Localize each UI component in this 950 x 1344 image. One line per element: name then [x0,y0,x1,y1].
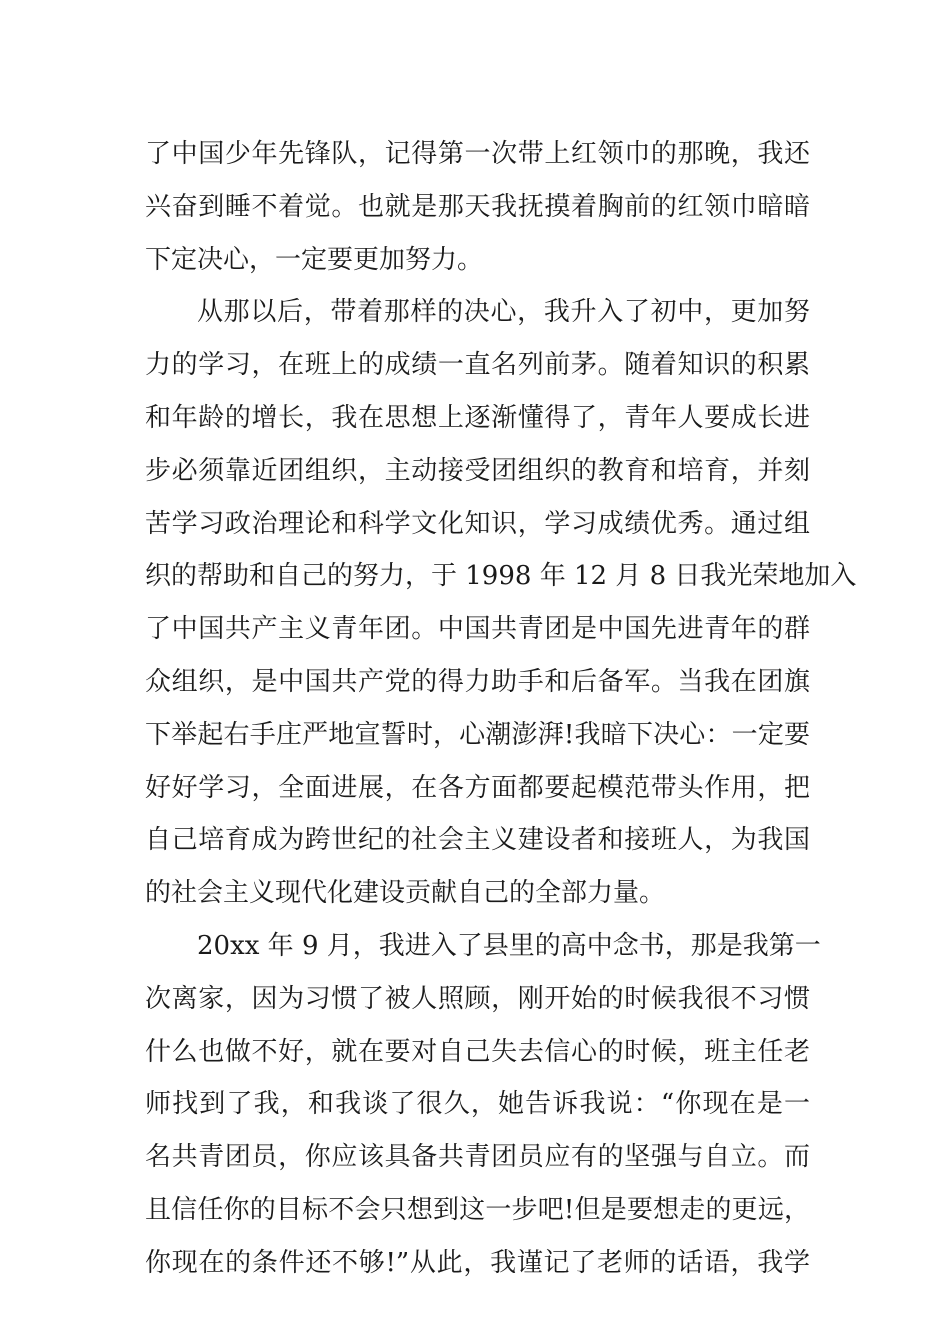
text-line: 苦学习政治理论和科学文化知识，学习成绩优秀。通过组 [145,508,810,539]
text-line: 了中国少年先锋队，记得第一次带上红领巾的那晚，我还 [145,139,810,169]
paragraph-first-line: 20xx 年 9 月，我进入了县里的高中念书，那是我第一 [197,930,821,961]
text-line: 你现在的条件还不够!”从此，我谨记了老师的话语，我学 [145,1247,810,1278]
text-line: 名共青团员，你应该具备共青团员应有的坚强与自立。而 [145,1142,810,1173]
text-line: 什么也做不好，就在要对自己失去信心的时候，班主任老 [145,1036,810,1067]
text-line: 力的学习，在班上的成绩一直名列前茅。随着知识的积累 [145,350,810,381]
text-line: 次离家，因为习惯了被人照顾，刚开始的时候我很不习惯 [145,983,810,1014]
text-line: 织的帮助和自己的努力，于 1998 年 12 月 8 日我光荣地加入 [145,561,857,592]
text-line: 步必须靠近团组织，主动接受团组织的教育和培育，并刻 [145,455,810,486]
document-body [145,128,857,1290]
text-line: 好好学习，全面进展，在各方面都要起模范带头作用，把 [145,772,810,803]
text-line: 下定决心，一定要更加努力。 [145,244,484,275]
text-line: 了中国共产主义青年团。中国共青团是中国先进青年的群 [145,614,810,645]
text-line: 下举起右手庄严地宣誓时，心潮澎湃!我暗下决心：一定要 [145,719,810,750]
text-line: 的社会主义现代化建设贡献自己的全部力量。 [145,878,666,909]
text-line: 兴奋到睡不着觉。也就是那天我抚摸着胸前的红领巾暗暗 [145,191,810,222]
text-line: 且信任你的目标不会只想到这一步吧!但是要想走的更远， [145,1194,810,1225]
text-line: 师找到了我，和我谈了很久，她告诉我说：“你现在是一 [145,1089,810,1120]
text-line: 自己培育成为跨世纪的社会主义建设者和接班人，为我国 [145,825,810,856]
paragraph-first-line: 从那以后，带着那样的决心，我升入了初中，更加努 [197,297,810,328]
text-line: 和年龄的增长，我在思想上逐渐懂得了，青年人要成长进 [145,402,810,433]
text-line: 众组织，是中国共产党的得力助手和后备军。当我在团旗 [145,666,810,697]
